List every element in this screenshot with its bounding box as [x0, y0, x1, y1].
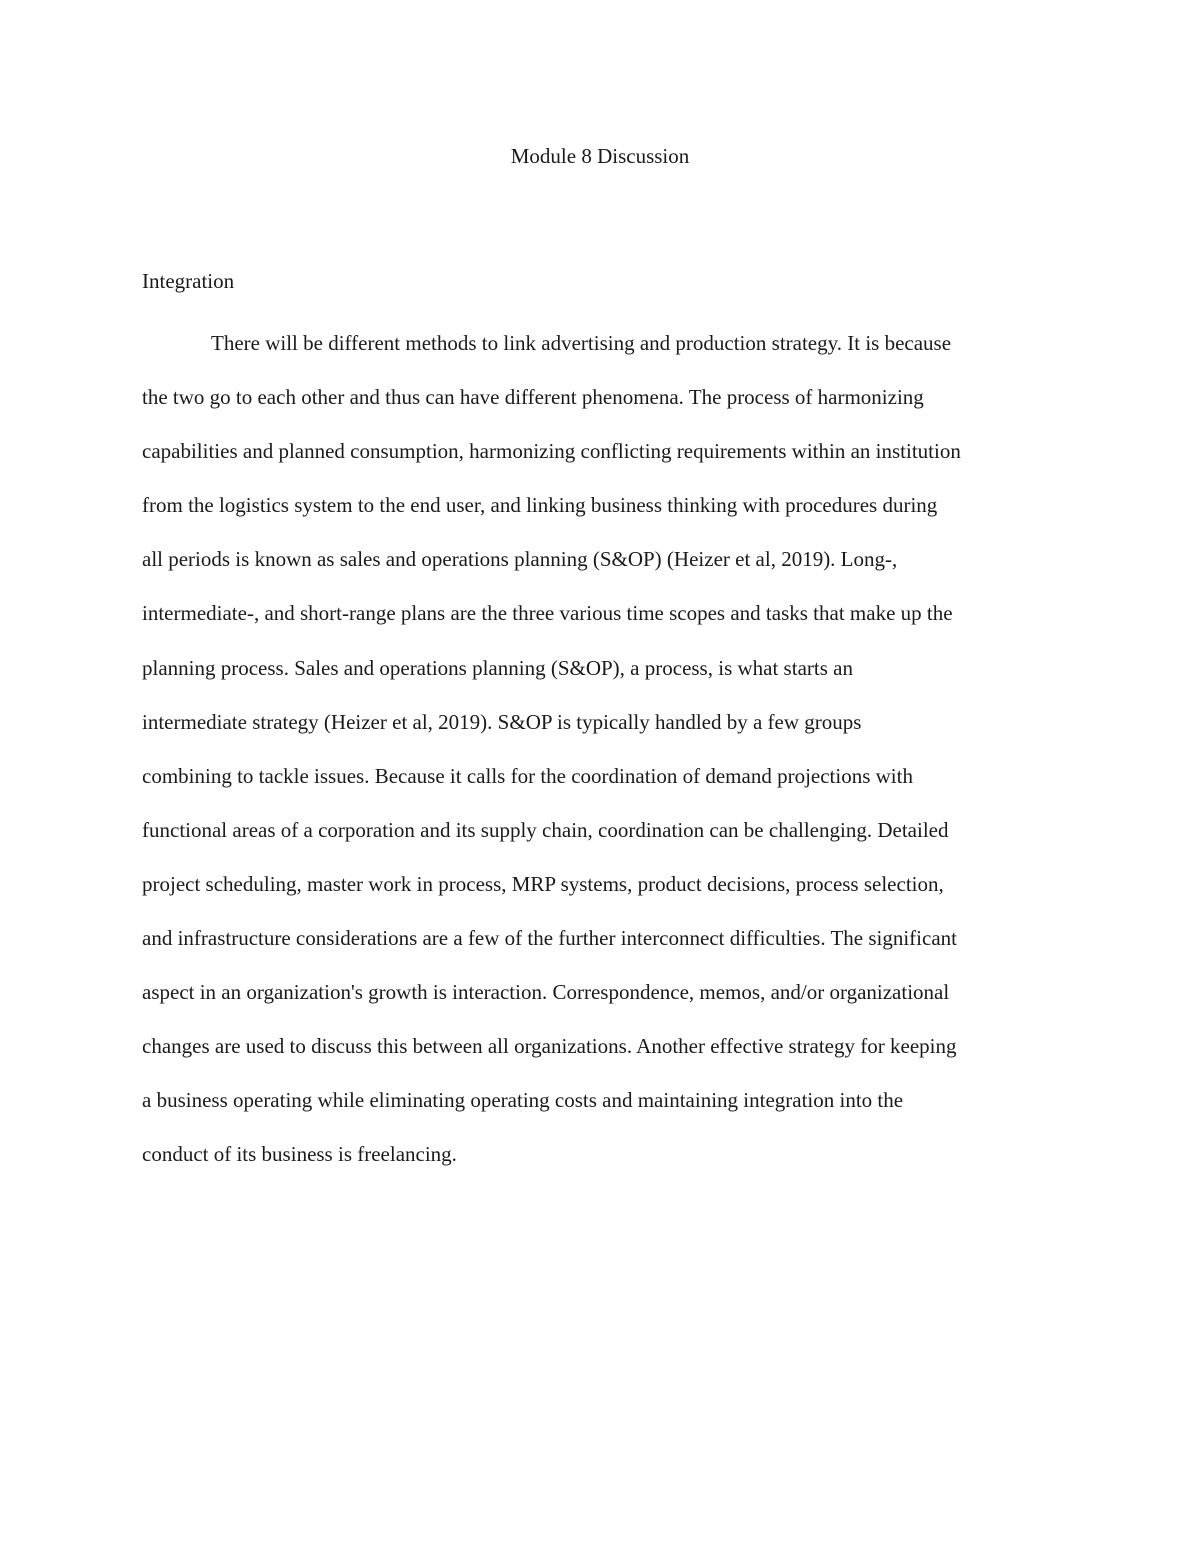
paragraph-line: conduct of its business is freelancing. — [142, 1142, 457, 1167]
paragraph-line: from the logistics system to the end user, and linking business thinking with procedures during — [142, 493, 938, 518]
paragraph-line: changes are used to discuss this between all organizations. Another effective strategy for keeping — [142, 1034, 957, 1059]
paragraph-line: intermediate strategy (Heizer et al, 2019). S&OP is typically handled by a few groups — [142, 709, 862, 734]
section-heading: Integration — [142, 269, 235, 293]
paragraph-line: planning process. Sales and operations planning (S&OP), a process, is what starts an — [142, 655, 853, 680]
paragraph-line: There will be different methods to link advertising and production strategy. It is because — [211, 331, 952, 355]
paragraph-line: and infrastructure considerations are a few of the further interconnect difficulties. The significant — [142, 926, 957, 951]
paragraph-line: intermediate-, and short-range plans are the three various time scopes and tasks that make up the — [142, 601, 953, 626]
paragraph-line: combining to tackle issues. Because it calls for the coordination of demand projections with — [142, 763, 913, 788]
document-title: Module 8 Discussion — [510, 144, 690, 168]
paragraph-line: aspect in an organization's growth is interaction. Correspondence, memos, and/or organizational — [142, 980, 950, 1005]
paragraph-line: project scheduling, master work in process, MRP systems, product decisions, process selection, — [142, 871, 944, 896]
paragraph-line: functional areas of a corporation and its supply chain, coordination can be challenging. Detailed — [142, 817, 949, 842]
paragraph-line: the two go to each other and thus can have different phenomena. The process of harmonizing — [142, 385, 924, 410]
paragraph-line: all periods is known as sales and operations planning (S&OP) (Heizer et al, 2019). Long-, — [142, 547, 898, 572]
paragraph-line: capabilities and planned consumption, harmonizing conflicting requirements within an institution — [142, 439, 961, 464]
paragraph-line: a business operating while eliminating operating costs and maintaining integration into the — [142, 1088, 904, 1113]
paragraph-body — [142, 327, 1062, 1193]
